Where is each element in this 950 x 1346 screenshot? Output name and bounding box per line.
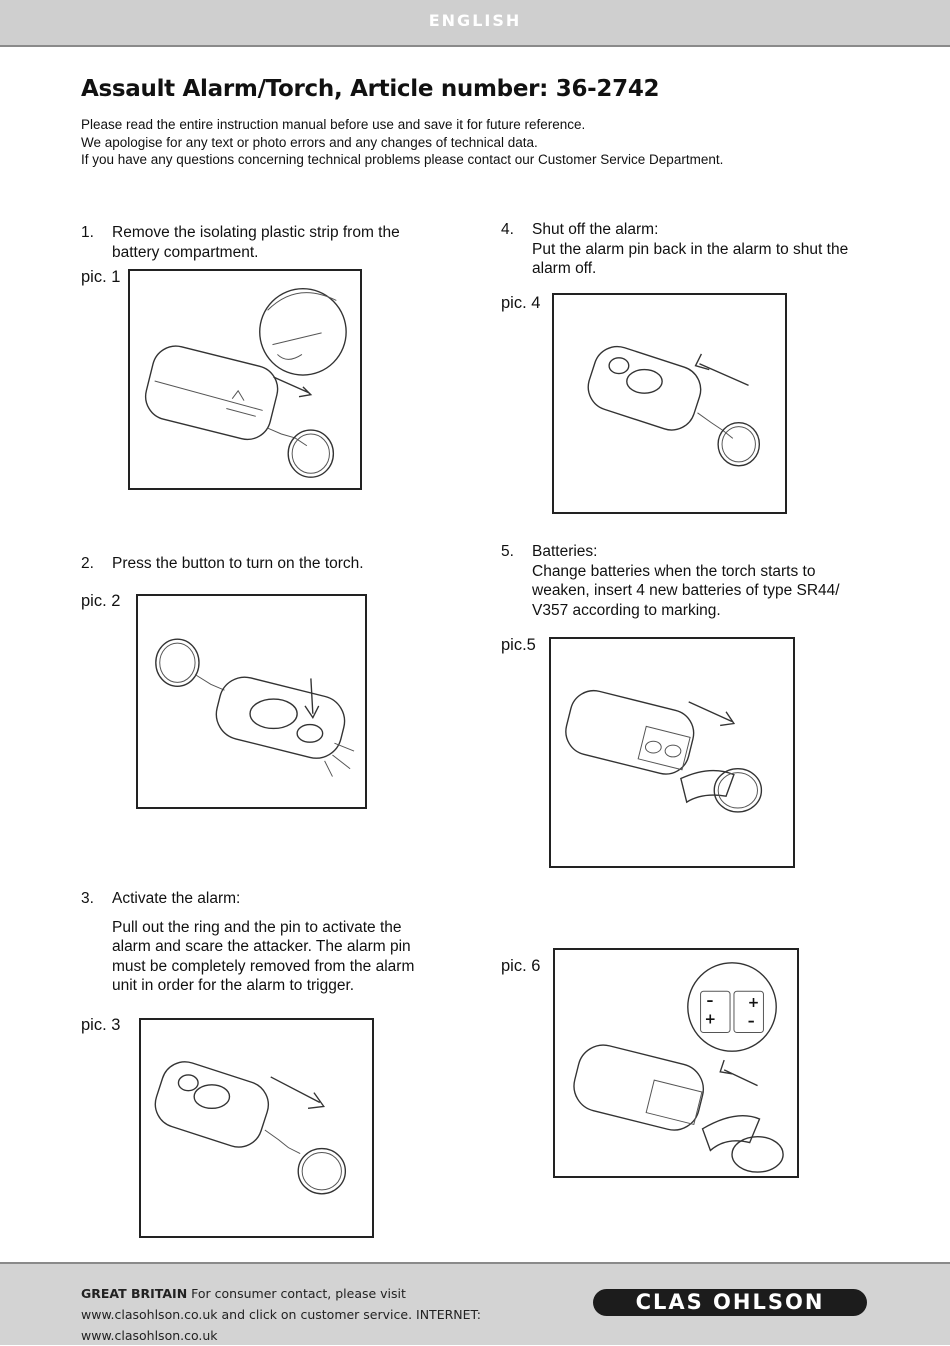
pic-1-frame	[128, 269, 362, 490]
minus-sign: –	[747, 1013, 755, 1030]
step-5	[501, 542, 881, 620]
step-text: Press the button to turn on the torch.	[112, 555, 364, 572]
step-text: Pull out the ring and the pin to activate the alarm and scare the attacker. The alarm pin must be completely removed from the alarm unit in order for the alarm to trigger.	[112, 918, 415, 994]
intro-text	[81, 116, 723, 169]
torch-button-illustration	[138, 596, 365, 807]
step-4	[501, 220, 881, 279]
intro-line: If you have any questions concerning technical problems please contact our Customer Service Department.	[81, 152, 724, 167]
pic-3-frame	[139, 1018, 374, 1238]
pic-6-frame	[553, 948, 799, 1178]
step-number: 3.	[81, 890, 94, 907]
step-number: 4.	[501, 221, 514, 238]
footer-contact	[81, 1283, 541, 1346]
footer-region: GREAT BRITAIN	[81, 1286, 188, 1301]
step-heading: Activate the alarm:	[112, 890, 241, 907]
plus-sign: +	[747, 994, 760, 1011]
plus-sign: +	[704, 1011, 717, 1028]
footer-contact-text: For consumer contact, please visit www.clasohlson.co.uk and click on customer service. INTERNET: www.clasohlson.co.uk	[81, 1286, 481, 1343]
pic-label: pic. 6	[501, 957, 541, 975]
pic-4-frame	[552, 293, 787, 514]
minus-sign: –	[706, 993, 714, 1010]
header-bar	[0, 0, 950, 47]
step-heading: Batteries:	[532, 543, 598, 560]
step-1	[81, 223, 441, 262]
pic-label: pic. 2	[81, 592, 121, 610]
step-text: Change batteries when the torch starts to weaken, insert 4 new batteries of type SR44/ V357 according to marking.	[532, 562, 840, 619]
pic-label: pic. 3	[81, 1016, 121, 1034]
pic-5-frame	[549, 637, 795, 868]
step-2	[81, 554, 441, 574]
alarm-remove-strip-illustration	[130, 271, 360, 488]
intro-line: We apologise for any text or photo errors and any changes of technical data.	[81, 134, 538, 150]
step-number: 5.	[501, 543, 514, 560]
battery-compartment-open-illustration	[551, 639, 793, 866]
alarm-pull-pin-illustration	[141, 1020, 372, 1236]
page-title: Assault Alarm/Torch, Article number: 36-2742	[81, 76, 660, 102]
brand-logo: CLAS OHLSON	[593, 1289, 867, 1316]
step-number: 1.	[81, 224, 94, 241]
pic-2-frame	[136, 594, 367, 809]
pic-label: pic.5	[501, 636, 536, 654]
step-text: Put the alarm pin back in the alarm to shut the alarm off.	[532, 240, 849, 277]
language-label: ENGLISH	[428, 11, 522, 30]
step-text: Remove the isolating plastic strip from the battery compartment.	[112, 224, 400, 261]
alarm-insert-pin-illustration	[554, 295, 785, 512]
intro-line: Please read the entire instruction manual before use and save it for future reference.	[81, 117, 586, 132]
pic-label: pic. 4	[501, 294, 541, 312]
pic-label: pic. 1	[81, 268, 121, 286]
step-number: 2.	[81, 555, 94, 572]
step-3	[81, 889, 441, 996]
battery-insert-illustration	[555, 950, 797, 1176]
step-heading: Shut off the alarm:	[532, 221, 659, 238]
